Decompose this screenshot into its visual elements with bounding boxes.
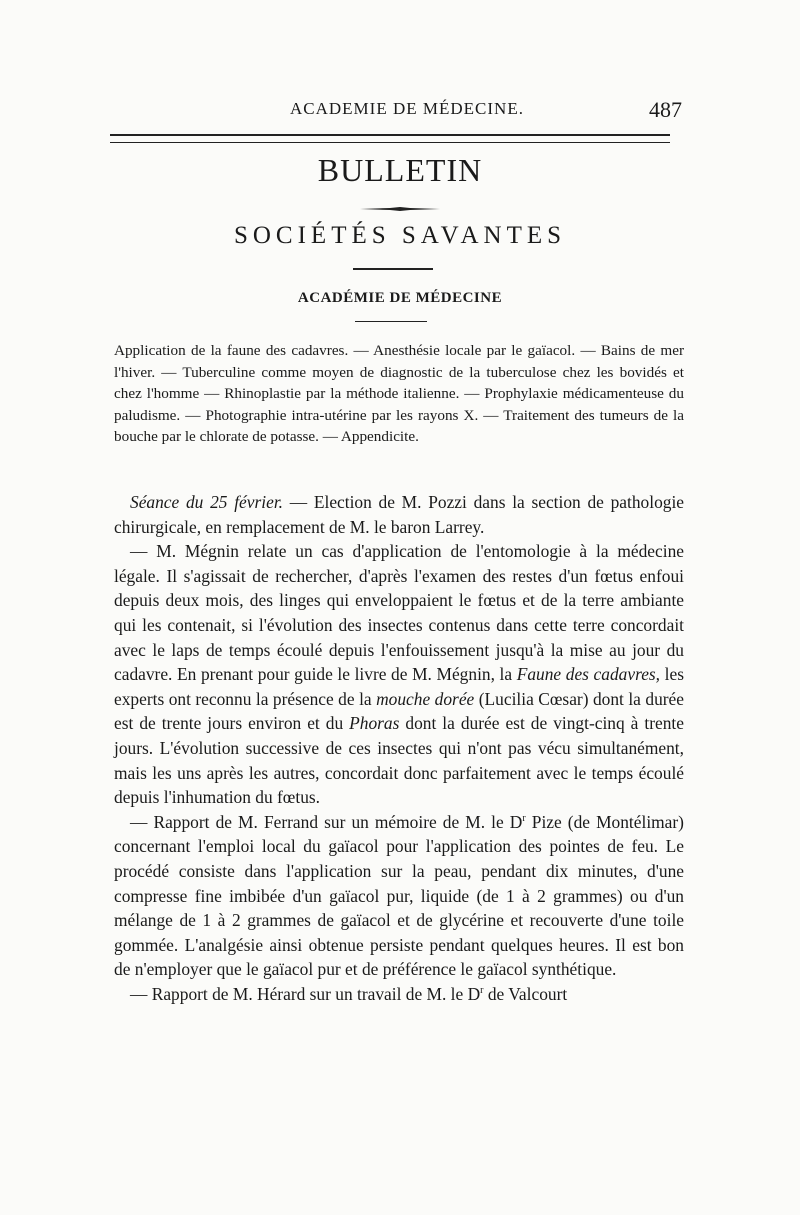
body-text xyxy=(114,490,684,1006)
paragraph-text: — Election de M. Pozzi dans la section de pathologie chirurgicale, en remplacement de M. le baron Larrey. xyxy=(114,492,685,537)
paragraph-text: Pize (de Montélimar) concernant l'emploi local du gaïacol pour l'application des pointes de feu. Le procédé consiste dans l'application sur la peau, pendant dix minutes, d'une compresse fine imbibée d'un gaïacol pur, liquide (de 1 à 2 grammes) ou d'un mélange de 1 à 2 grammes de gaïacol et de glycérine et recouverte d'une toile gommée. L'analgésie ainsi obtenue persiste pendant quelques heures. Il est bon de n'employer que le gaïacol pur et de préférence le gaïacol synthétique. xyxy=(114,811,684,980)
superscript: r xyxy=(480,985,484,997)
seance-date: 25 février. xyxy=(210,492,284,512)
seance-label: Séance du xyxy=(130,492,204,512)
summary-text: Application de la faune des cadavres. — Anesthésie locale par le gaïacol. — Bains de mer l'hiver. — Tuberculine comme moyen de diagnostic de la tuberculose chez les bovidés et chez l'homme — Rhinoplastie par la méthode italienne. — Prophylaxie médicamenteuse du paludisme. — Photographie intra-utérine par les rayons X. — Traitement des tumeurs de la bouche par le chlorate de potasse. — Appendicite. xyxy=(114,342,684,446)
title-rule xyxy=(353,268,433,270)
paragraph-ferrand xyxy=(114,810,684,982)
paragraph-text: — Rapport de M. Ferrand sur un mémoire de M. le D xyxy=(130,811,523,832)
paragraph-text: — Rapport de M. Hérard sur un travail de M. le D xyxy=(130,983,481,1004)
superscript: r xyxy=(522,812,526,824)
italic-mouche: mouche dorée xyxy=(376,688,475,709)
section-rule xyxy=(355,321,427,322)
italic-faune: Faune des cadavres, xyxy=(516,664,661,685)
section-title: ACADÉMIE DE MÉDECINE xyxy=(297,290,503,306)
paragraph-text: de Valcourt xyxy=(487,983,568,1004)
paragraph-herard xyxy=(114,982,684,1007)
running-head xyxy=(112,97,682,123)
header-double-rule xyxy=(110,134,670,143)
ornament-divider xyxy=(360,207,440,211)
bulletin-title: BULLETIN xyxy=(317,152,483,188)
paragraph-megnin xyxy=(114,539,684,810)
italic-phoras: Phoras xyxy=(349,713,400,734)
paragraph-seance xyxy=(114,490,684,539)
paragraph-text: (Lucilia Cœsar) dont la durée est de trente jours environ et du xyxy=(114,688,684,734)
page-number: 487 xyxy=(649,97,682,122)
paragraph-text: les experts ont reconnu la présence de la xyxy=(114,664,684,709)
societes-title: SOCIÉTÉS SAVANTES xyxy=(233,222,567,249)
paragraph-text: dont la durée est de vingt-cinq à trente jours. L'évolution successive de ces insectes qui n'ont pas vécu simultanément, mais les uns après les autres, concordait donc parfaitement avec le temps écoulé depuis l'inhumation du fœtus. xyxy=(114,713,684,808)
paragraph-text: — M. Mégnin relate un cas d'application de l'entomologie à la médecine légale. Il s'agissait de rechercher, d'après l'examen des restes d'un fœtus enfoui depuis deux mois, des linges qui enveloppaient le fœtus et de la terre ambiante qui les contenait, si l'évolution des insectes contenus dans cette terre concordait avec le laps de temps écoulé depuis l'enfouissement jusqu'à la mise au jour du cadavre. En prenant pour guide le livre de M. Mégnin, la xyxy=(114,541,684,685)
running-head-title: ACADEMIE DE MÉDECINE. xyxy=(290,99,524,118)
summary-paragraph xyxy=(114,340,684,448)
